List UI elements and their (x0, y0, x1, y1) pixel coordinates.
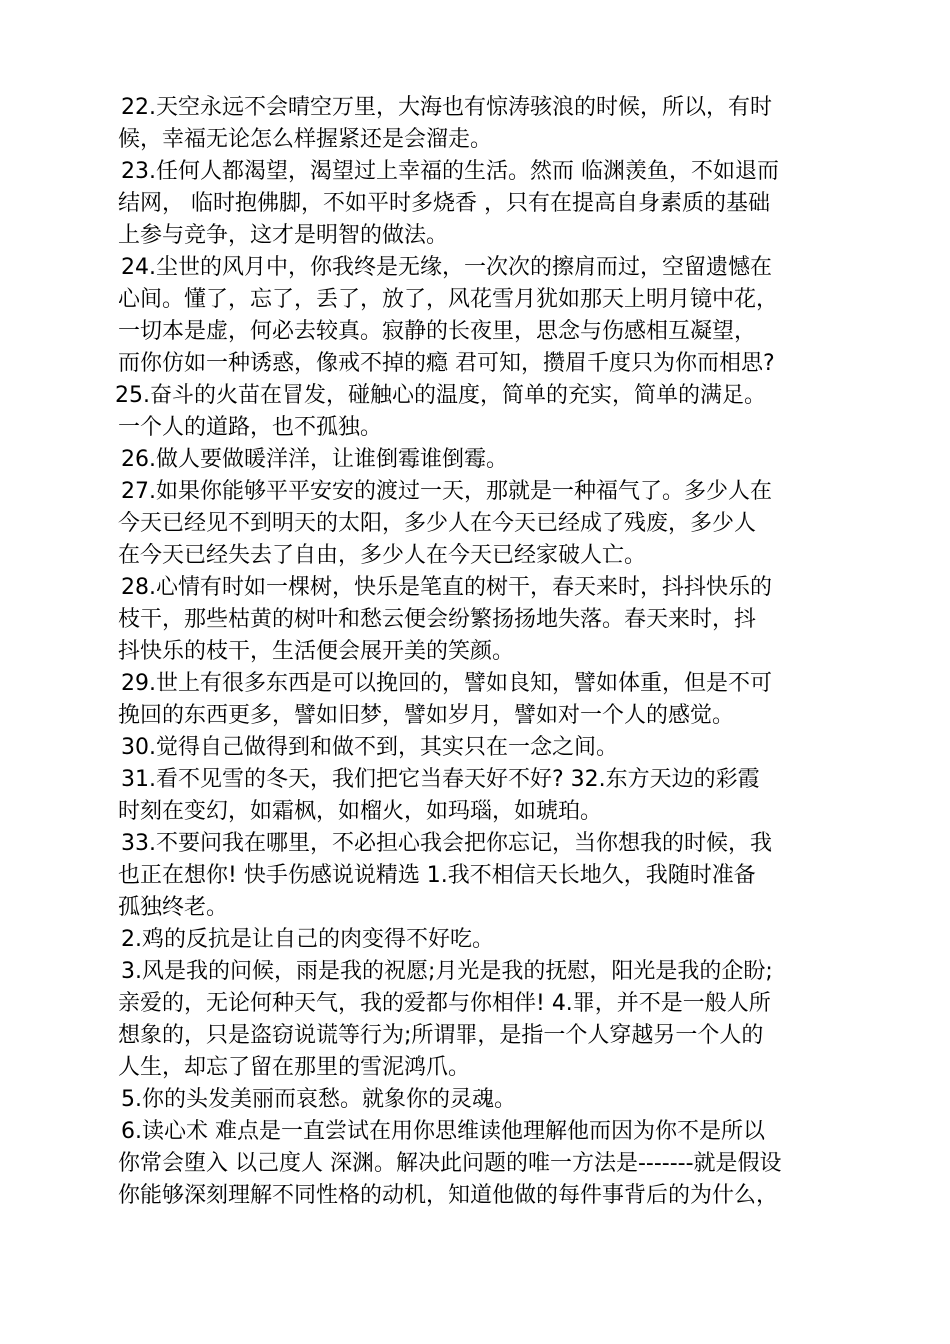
text-line: 6.读心术 难点是一直尝试在用你思维读他理解他而因为你不是所以 (121, 1119, 765, 1144)
text-line: 枝干，那些枯黄的树叶和愁云便会纷繁扬扬地失落。春天来时，抖 (118, 607, 757, 632)
text-line: 人生，却忘了留在那里的雪泥鸿爪。 (118, 1055, 471, 1080)
text-line: 挽回的东西更多，譬如旧梦，譬如岁月，譬如对一个人的感觉。 (118, 703, 735, 728)
text-line: 2.鸡的反抗是让自己的肉变得不好吃。 (121, 927, 494, 952)
text-line: 28.心情有时如一棵树，快乐是笔直的树干，春天来时，抖抖快乐的 (121, 575, 772, 600)
text-line: 你能够深刻理解不同性格的动机，知道他做的每件事背后的为什么， (118, 1183, 779, 1208)
text-line: 24.尘世的风月中，你我终是无缘，一次次的擦肩而过，空留遗憾在 (121, 255, 772, 280)
text-line: 30.觉得自己做得到和做不到，其实只在一念之间。 (121, 735, 618, 760)
text-line: 候，幸福无论怎么样握紧还是会溜走。 (118, 127, 493, 152)
text-line: 25.奋斗的火苗在冒发，碰触心的温度，简单的充实，简单的满足。 (115, 383, 766, 408)
text-line: 想象的，只是盗窃说谎等行为;所谓罪，是指一个人穿越另一个人的 (118, 1023, 764, 1048)
text-line: 29.世上有很多东西是可以挽回的，譬如良知，譬如体重，但是不可 (121, 671, 772, 696)
text-line: 3.风是我的问候，雨是我的祝愿;月光是我的抚慰，阳光是我的企盼; (121, 959, 773, 984)
text-line: 23.任何人都渴望，渴望过上幸福的生活。然而 临渊羡鱼，不如退而 (121, 159, 779, 184)
text-line: 结网， 临时抱佛脚，不如平时多烧香 ，只有在提高自身素质的基础 (118, 191, 770, 216)
text-line: 在今天已经失去了自由，多少人在今天已经家破人亡。 (118, 543, 647, 568)
text-line: 26.做人要做暖洋洋，让谁倒霉谁倒霉。 (121, 447, 508, 472)
text-line: 而你仿如一种诱惑，像戒不掉的瘾 君可知，攒眉千度只为你而相思? (118, 351, 775, 376)
text-line: 一切本是虚，何必去较真。寂静的长夜里，思念与伤感相互凝望， (118, 319, 757, 344)
text-line: 你常会堕入 以己度人 深渊。解决此问题的唯一方法是-------就是假设 (118, 1151, 782, 1176)
text-line: 抖快乐的枝干，生活便会展开美的笑颜。 (118, 639, 515, 664)
text-line: 孤独终老。 (118, 895, 229, 920)
text-line: 亲爱的，无论何种天气，我的爱都与你相伴! 4.罪，并不是一般人所 (118, 991, 771, 1016)
text-line: 心间。懂了，忘了，丢了，放了，风花雪月犹如那天上明月镜中花， (118, 287, 779, 312)
text-line: 今天已经见不到明天的太阳，多少人在今天已经成了残废，多少人 (118, 511, 757, 536)
text-line: 27.如果你能够平平安安的渡过一天，那就是一种福气了。多少人在 (121, 479, 772, 504)
text-line: 33.不要问我在哪里，不必担心我会把你忘记，当你想我的时候，我 (121, 831, 772, 856)
text-line: 上参与竞争，这才是明智的做法。 (118, 223, 449, 248)
text-line: 22.天空永远不会晴空万里，大海也有惊涛骇浪的时候，所以，有时 (121, 95, 772, 120)
text-line: 31.看不见雪的冬天，我们把它当春天好不好? 32.东方天边的彩霞 (121, 767, 760, 792)
text-line: 5.你的头发美丽而哀愁。就象你的灵魂。 (121, 1087, 516, 1112)
text-line: 时刻在变幻，如霜枫，如榴火，如玛瑙，如琥珀。 (118, 799, 603, 824)
text-line: 也正在想你! 快手伤感说说精选 1.我不相信天长地久，我随时准备 (118, 863, 756, 888)
text-line: 一个人的道路，也不孤独。 (118, 415, 383, 440)
